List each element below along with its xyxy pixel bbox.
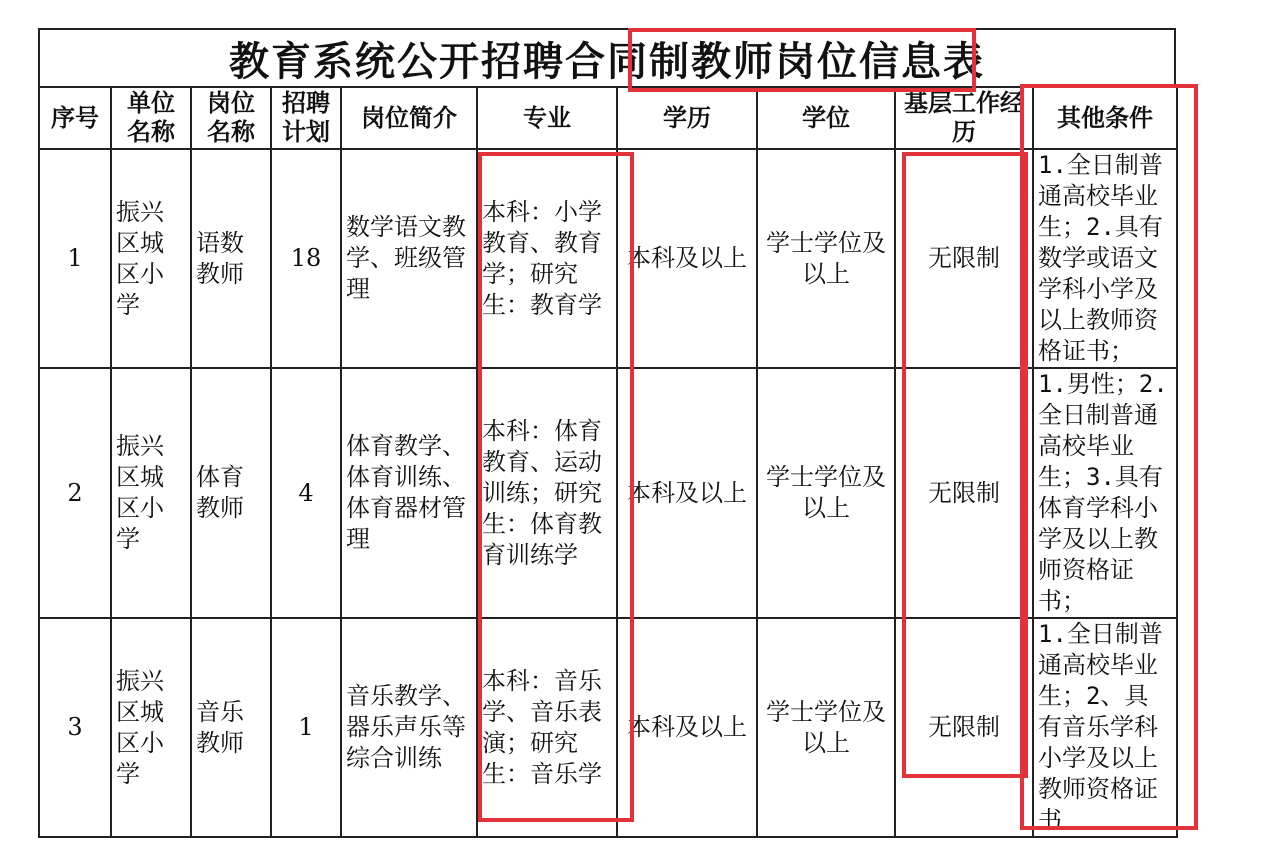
row-exp: 无限制 bbox=[895, 149, 1033, 368]
header-row bbox=[39, 87, 1177, 149]
row-plan: 1 bbox=[271, 618, 341, 837]
row-edu: 本科及以上 bbox=[617, 368, 757, 618]
row-major: 本科：音乐学、音乐表演；研究生：音乐学 bbox=[477, 618, 617, 837]
row-other: 1.男性；2.全日制普通高校毕业生；3.具有体育学科小学及以上教师资格证书； bbox=[1033, 368, 1177, 618]
row-plan: 18 bbox=[271, 149, 341, 368]
highlight-box-other bbox=[1020, 84, 1198, 830]
row-degree: 学士学位及以上 bbox=[757, 149, 895, 368]
row-unit: 振兴区城区小学 bbox=[111, 149, 191, 368]
highlight-box-major bbox=[478, 152, 634, 822]
header-seq: 序号 bbox=[39, 87, 111, 149]
row-intro: 数学语文教学、班级管理 bbox=[341, 149, 477, 368]
header-intro: 岗位简介 bbox=[341, 87, 477, 149]
row-intro: 音乐教学、器乐声乐等综合训练 bbox=[341, 618, 477, 837]
row-major: 本科：体育教育、运动训练；研究生：体育教育训练学 bbox=[477, 368, 617, 618]
row-intro: 体育教学、体育训练、体育器材管理 bbox=[341, 368, 477, 618]
row-unit: 振兴区城区小学 bbox=[111, 368, 191, 618]
header-other: 其他条件 bbox=[1033, 87, 1177, 149]
row-degree: 学士学位及以上 bbox=[757, 368, 895, 618]
row-post: 语数教师 bbox=[191, 149, 271, 368]
header-exp: 基层工作经历 bbox=[895, 87, 1033, 149]
header-post: 岗位名称 bbox=[191, 87, 271, 149]
row-seq: 1 bbox=[39, 149, 111, 368]
row-exp: 无限制 bbox=[895, 618, 1033, 837]
table-title: 教育系统公开招聘合同制教师岗位信息表 bbox=[38, 28, 1176, 86]
header-plan: 招聘计划 bbox=[271, 87, 341, 149]
highlight-box-exp bbox=[902, 152, 1028, 778]
row-exp: 无限制 bbox=[895, 368, 1033, 618]
header-edu: 学历 bbox=[617, 87, 757, 149]
row-seq: 2 bbox=[39, 368, 111, 618]
row-degree: 学士学位及以上 bbox=[757, 618, 895, 837]
row-plan: 4 bbox=[271, 368, 341, 618]
row-other: 1.全日制普通高校毕业生；2、具有音乐学科小学及以上教师资格证书 bbox=[1033, 618, 1177, 837]
row-seq: 3 bbox=[39, 618, 111, 837]
row-unit: 振兴区城区小学 bbox=[111, 618, 191, 837]
row-post: 体育教师 bbox=[191, 368, 271, 618]
highlight-box-title bbox=[628, 28, 976, 92]
header-degree: 学位 bbox=[757, 87, 895, 149]
header-major: 专业 bbox=[477, 87, 617, 149]
row-post: 音乐教师 bbox=[191, 618, 271, 837]
header-unit: 单位名称 bbox=[111, 87, 191, 149]
row-major: 本科：小学教育、教育学；研究生：教育学 bbox=[477, 149, 617, 368]
row-edu: 本科及以上 bbox=[617, 618, 757, 837]
row-edu: 本科及以上 bbox=[617, 149, 757, 368]
row-other: 1.全日制普通高校毕业生；2.具有数学或语文学科小学及以上教师资格证书； bbox=[1033, 149, 1177, 368]
